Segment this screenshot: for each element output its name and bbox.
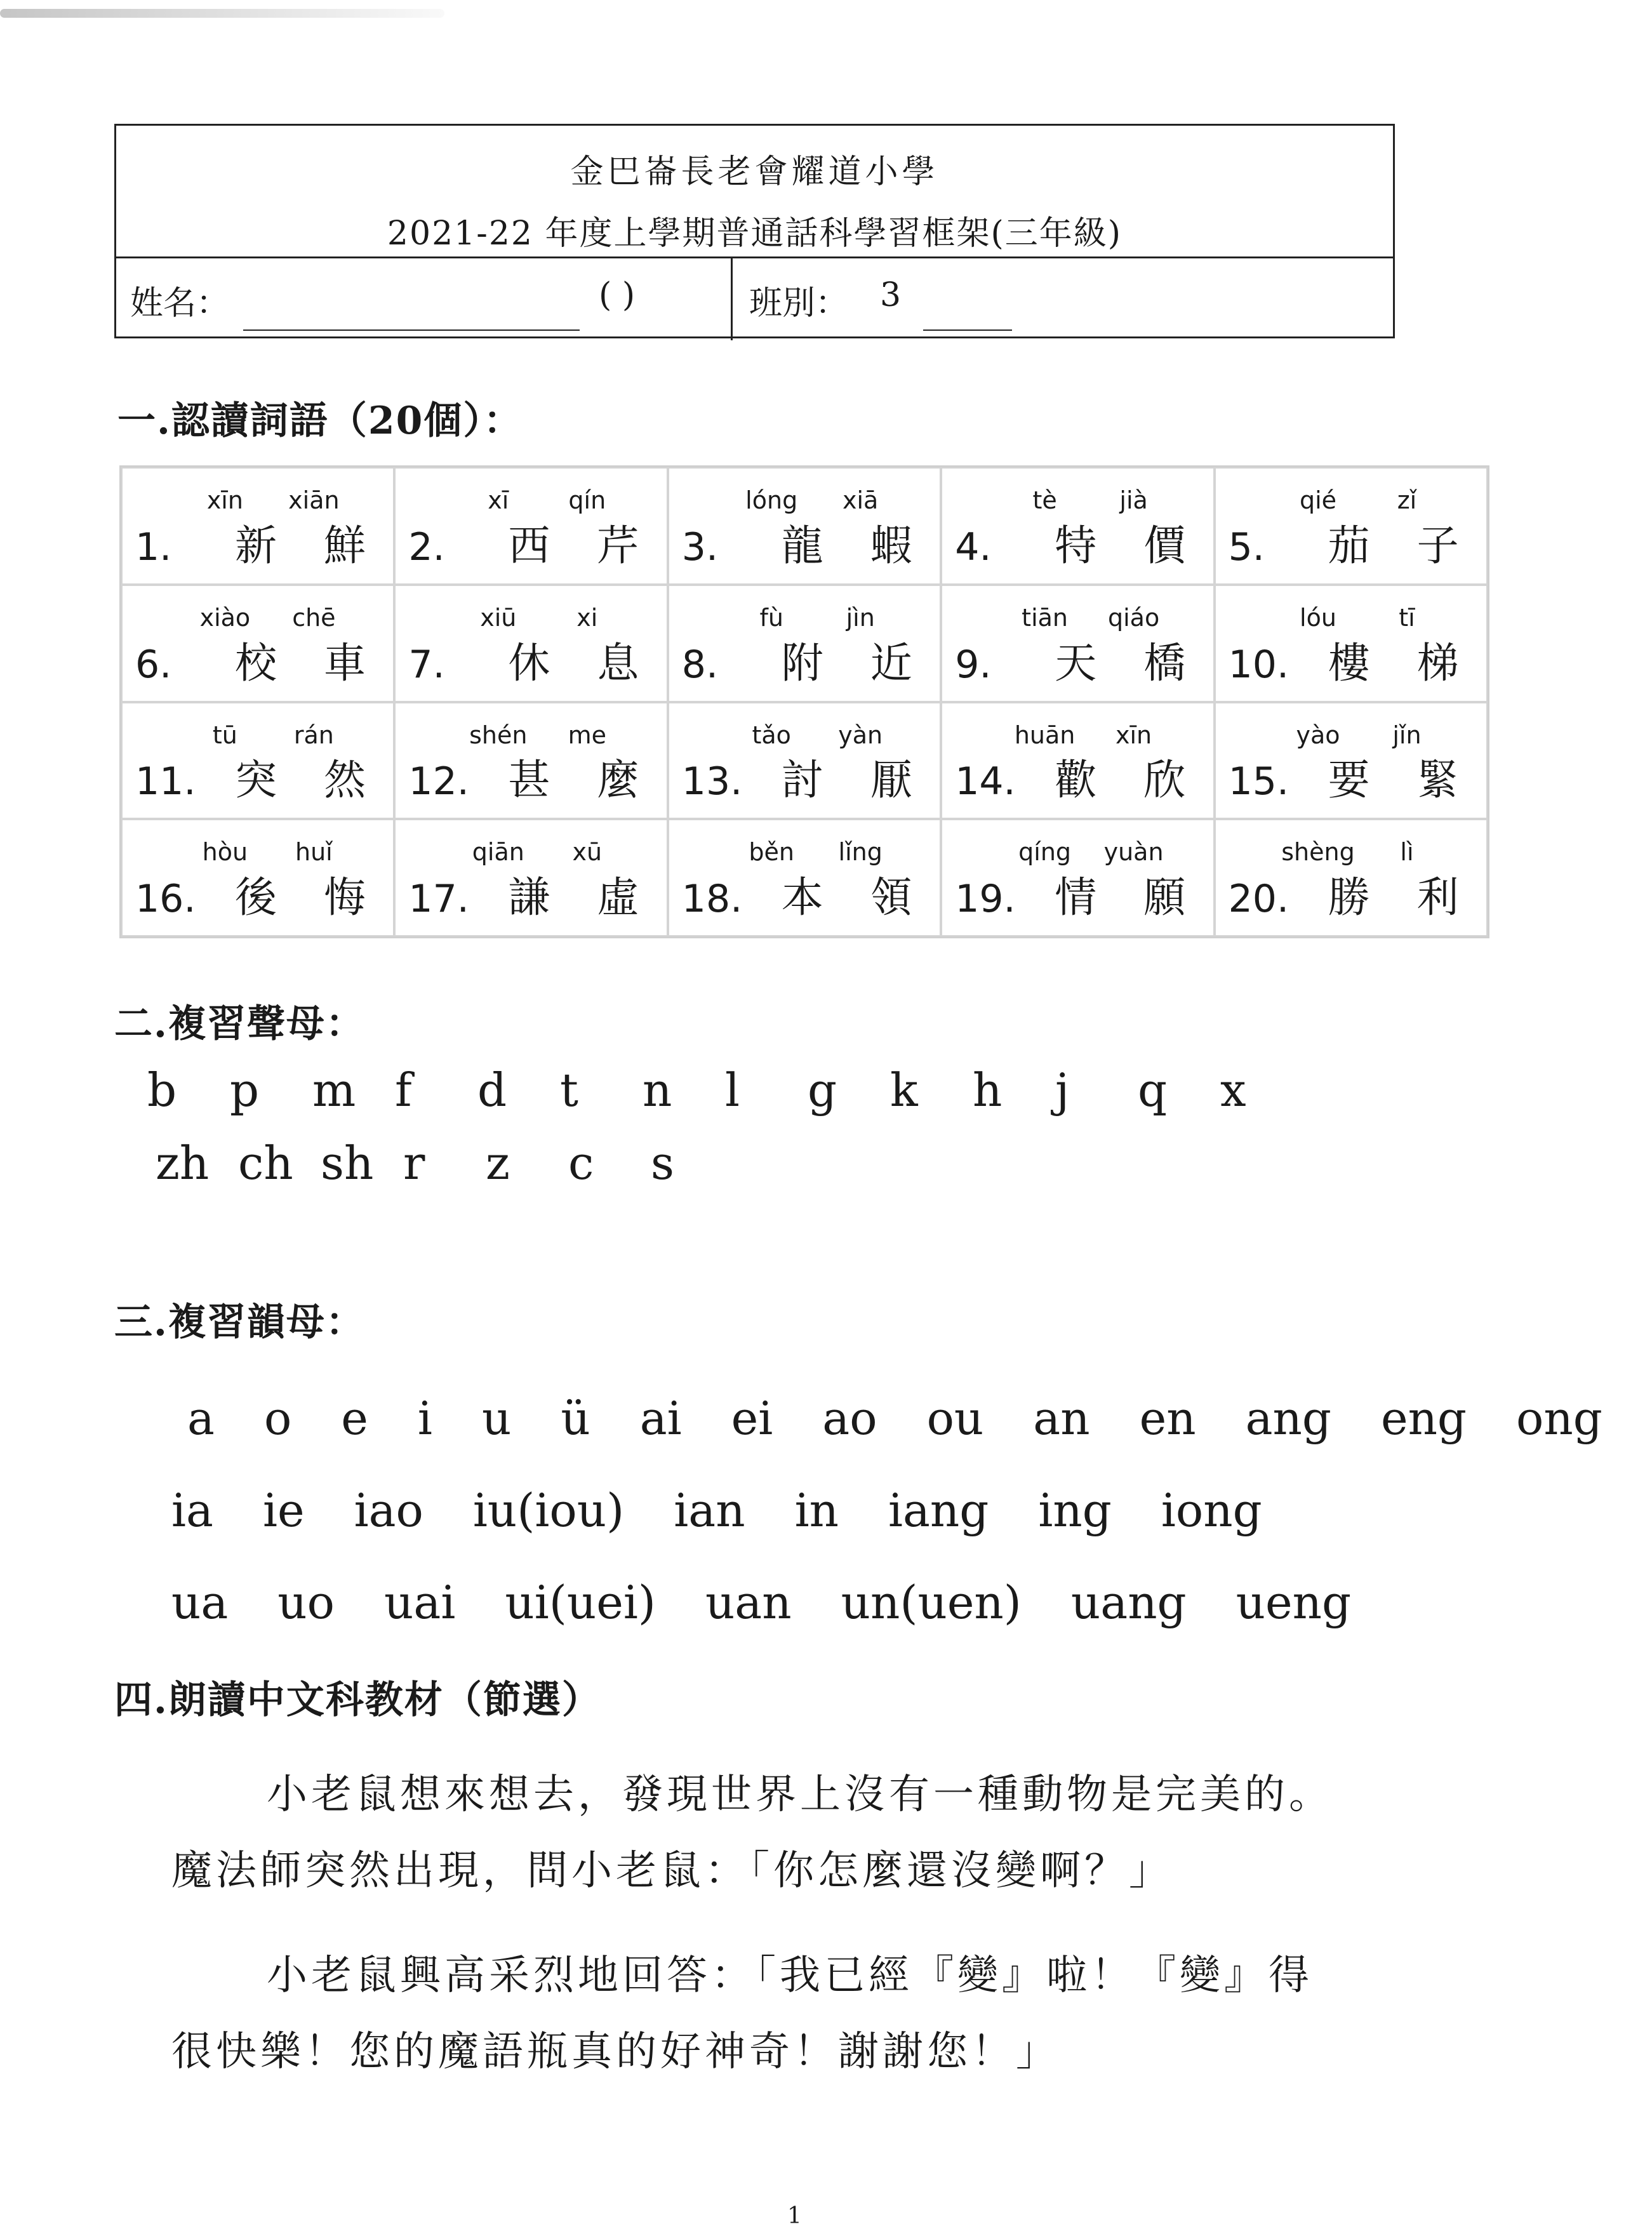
pinyin-syllable: qín bbox=[568, 486, 606, 514]
final-item: ua bbox=[171, 1576, 229, 1629]
initial-item: c bbox=[568, 1136, 594, 1190]
pinyin-row bbox=[123, 721, 393, 749]
pinyin-syllable: yàn bbox=[838, 721, 883, 749]
pinyin-row bbox=[123, 604, 393, 632]
vocab-cell bbox=[394, 819, 667, 936]
pinyin-syllable: xi bbox=[576, 603, 598, 632]
finals-row-1 bbox=[187, 1392, 1652, 1445]
word-row bbox=[135, 863, 366, 924]
pinyin-row bbox=[396, 721, 666, 749]
initial-item: h bbox=[973, 1063, 1003, 1117]
word-number: 15. bbox=[1228, 759, 1289, 804]
final-item: eng bbox=[1380, 1392, 1467, 1445]
word-row bbox=[955, 629, 1186, 689]
pinyin-syllable: fù bbox=[759, 603, 783, 632]
vocab-cell bbox=[941, 702, 1214, 820]
word-character: 天 bbox=[1055, 638, 1097, 688]
word-row bbox=[1228, 629, 1459, 689]
header-title-area bbox=[116, 126, 1393, 258]
vocab-cell bbox=[1215, 819, 1488, 936]
word-characters bbox=[758, 629, 936, 689]
word-number: 20. bbox=[1228, 877, 1289, 921]
class-value: 3 bbox=[880, 276, 902, 314]
final-item: in bbox=[794, 1484, 839, 1537]
final-item: iao bbox=[354, 1484, 423, 1537]
word-character: 甚 bbox=[508, 755, 550, 805]
pinyin-row bbox=[942, 721, 1213, 749]
word-character: 附 bbox=[781, 638, 823, 688]
word-characters bbox=[484, 629, 662, 689]
vocab-cell bbox=[941, 819, 1214, 936]
passage-line: 很快樂！您的魔語瓶真的好神奇！謝謝您！」 bbox=[171, 2028, 1060, 2075]
initial-item: f bbox=[395, 1063, 412, 1117]
word-character: 茄 bbox=[1328, 521, 1370, 570]
pinyin-row bbox=[1216, 604, 1486, 632]
word-character: 願 bbox=[1143, 873, 1186, 922]
word-row bbox=[681, 629, 912, 689]
class-cell bbox=[733, 258, 1393, 340]
final-item: ang bbox=[1245, 1392, 1331, 1445]
word-character: 新 bbox=[235, 521, 277, 570]
word-character: 校 bbox=[235, 638, 277, 688]
final-item: u bbox=[481, 1392, 512, 1445]
vocabulary-grid bbox=[119, 465, 1489, 938]
pinyin-row bbox=[1216, 486, 1486, 514]
passage-line: 小老鼠興高采烈地回答：「我已經『變』啦！『變』得 bbox=[267, 1952, 1313, 1999]
pinyin-syllable: huān bbox=[1014, 721, 1076, 749]
word-characters bbox=[211, 863, 389, 924]
word-characters bbox=[1031, 629, 1209, 689]
class-number-brackets: ( ) bbox=[599, 276, 636, 314]
initial-item: ch bbox=[238, 1136, 293, 1190]
final-item: ui(uei) bbox=[505, 1576, 656, 1629]
school-name: 金巴崙長老會耀道小學 bbox=[570, 153, 939, 191]
section2-heading: 二.複習聲母： bbox=[114, 1002, 365, 1046]
final-item: i bbox=[417, 1392, 432, 1445]
word-row bbox=[408, 512, 639, 572]
word-character: 後 bbox=[235, 873, 277, 922]
name-cell bbox=[116, 258, 733, 340]
initials-row-1 bbox=[147, 1063, 1303, 1117]
word-number: 3. bbox=[681, 524, 719, 569]
final-item: ai bbox=[639, 1392, 682, 1445]
pinyin-syllable: jìn bbox=[846, 603, 875, 632]
final-item: o bbox=[263, 1392, 292, 1445]
vocab-cell bbox=[668, 702, 941, 820]
word-characters bbox=[1305, 629, 1482, 689]
word-characters bbox=[758, 863, 936, 924]
pinyin-row bbox=[669, 486, 940, 514]
word-row bbox=[408, 629, 639, 689]
initial-item: zh bbox=[156, 1136, 210, 1190]
vocab-cell bbox=[1215, 467, 1488, 585]
word-characters bbox=[758, 746, 936, 806]
final-item: ie bbox=[262, 1484, 305, 1537]
word-character: 緊 bbox=[1416, 755, 1459, 805]
word-row bbox=[1228, 863, 1459, 924]
word-row bbox=[955, 512, 1186, 572]
word-character: 價 bbox=[1143, 521, 1186, 570]
word-character: 厭 bbox=[870, 755, 912, 805]
section3-heading: 三.複習韻母： bbox=[114, 1300, 365, 1345]
initial-item: z bbox=[486, 1136, 510, 1190]
final-item: uai bbox=[384, 1576, 456, 1629]
vocab-cell bbox=[394, 702, 667, 820]
word-characters bbox=[1305, 746, 1482, 806]
pinyin-syllable: xīn bbox=[206, 486, 243, 514]
word-characters bbox=[1031, 863, 1209, 924]
final-item: uo bbox=[277, 1576, 335, 1629]
final-item: iong bbox=[1161, 1484, 1262, 1537]
word-number: 1. bbox=[135, 524, 172, 569]
passage-line: 魔法師突然出現，問小老鼠：「你怎麼還沒變啊？」 bbox=[171, 1847, 1173, 1894]
pinyin-syllable: shèng bbox=[1281, 838, 1355, 867]
pinyin-syllable: lì bbox=[1400, 838, 1414, 867]
word-number: 12. bbox=[408, 759, 469, 804]
word-character: 討 bbox=[781, 755, 823, 805]
initial-item: g bbox=[808, 1063, 837, 1117]
pinyin-syllable: tè bbox=[1032, 486, 1057, 514]
word-character: 麼 bbox=[597, 755, 639, 805]
word-character: 勝 bbox=[1328, 873, 1370, 922]
final-item: a bbox=[187, 1392, 215, 1445]
word-number: 7. bbox=[408, 642, 445, 687]
word-character: 龍 bbox=[781, 521, 823, 570]
word-character: 要 bbox=[1328, 755, 1370, 805]
word-number: 19. bbox=[955, 877, 1016, 921]
section1-heading: 一.認讀詞語（20個）： bbox=[117, 399, 523, 443]
word-character: 橋 bbox=[1143, 638, 1186, 688]
pinyin-syllable: qié bbox=[1299, 486, 1337, 514]
word-character: 子 bbox=[1416, 521, 1459, 570]
class-field[interactable] bbox=[923, 329, 1012, 331]
pinyin-syllable: xiū bbox=[480, 603, 517, 632]
word-character: 休 bbox=[508, 638, 550, 688]
word-characters bbox=[484, 512, 662, 572]
vocab-cell bbox=[394, 585, 667, 702]
student-info-row bbox=[116, 258, 1393, 340]
word-character: 梯 bbox=[1416, 638, 1459, 688]
vocab-cell bbox=[394, 467, 667, 585]
word-number: 14. bbox=[955, 759, 1016, 804]
pinyin-syllable: jià bbox=[1119, 486, 1148, 514]
word-character: 欣 bbox=[1143, 755, 1186, 805]
pinyin-row bbox=[396, 838, 666, 866]
word-character: 近 bbox=[870, 638, 912, 688]
vocab-cell bbox=[941, 585, 1214, 702]
word-characters bbox=[484, 746, 662, 806]
pinyin-syllable: tū bbox=[212, 721, 237, 749]
word-number: 5. bbox=[1228, 524, 1265, 569]
pinyin-row bbox=[396, 604, 666, 632]
vocab-cell bbox=[941, 467, 1214, 585]
final-item: uan bbox=[705, 1576, 792, 1629]
word-character: 息 bbox=[597, 638, 639, 688]
final-item: ian bbox=[674, 1484, 745, 1537]
word-number: 17. bbox=[408, 877, 469, 921]
word-number: 11. bbox=[135, 759, 196, 804]
pinyin-syllable: xī bbox=[488, 486, 509, 514]
word-character: 突 bbox=[235, 755, 277, 805]
word-row bbox=[955, 746, 1186, 806]
section4-heading: 四.朗讀中文科教材（節選） bbox=[114, 1678, 601, 1722]
word-row bbox=[408, 746, 639, 806]
word-character: 歡 bbox=[1055, 755, 1097, 805]
word-character: 本 bbox=[781, 873, 823, 922]
pinyin-syllable: shén bbox=[469, 721, 528, 749]
vocab-cell bbox=[121, 819, 394, 936]
word-character: 悔 bbox=[324, 873, 366, 922]
pinyin-row bbox=[123, 486, 393, 514]
word-number: 18. bbox=[681, 877, 743, 921]
pinyin-syllable: lóng bbox=[745, 486, 798, 514]
word-character: 特 bbox=[1055, 521, 1097, 570]
initial-item: sh bbox=[321, 1136, 374, 1190]
word-row bbox=[955, 863, 1186, 924]
word-character: 鮮 bbox=[324, 521, 366, 570]
word-character: 車 bbox=[324, 638, 366, 688]
final-item: ia bbox=[171, 1484, 213, 1537]
vocab-cell bbox=[668, 819, 941, 936]
pinyin-syllable: xiān bbox=[288, 486, 340, 514]
final-item: un(uen) bbox=[841, 1576, 1022, 1629]
pinyin-syllable: qiān bbox=[472, 838, 524, 867]
pinyin-syllable: hòu bbox=[202, 838, 248, 867]
initial-item: b bbox=[147, 1063, 177, 1117]
vocab-cell bbox=[121, 702, 394, 820]
pinyin-syllable: huǐ bbox=[295, 838, 333, 867]
final-item: iu(iou) bbox=[472, 1484, 625, 1537]
final-item: ü bbox=[561, 1392, 590, 1445]
initial-item: m bbox=[312, 1063, 356, 1117]
vocab-cell bbox=[668, 467, 941, 585]
pinyin-syllable: xiā bbox=[843, 486, 879, 514]
word-characters bbox=[211, 512, 389, 572]
word-character: 然 bbox=[324, 755, 366, 805]
word-number: 6. bbox=[135, 642, 172, 687]
pinyin-syllable: rán bbox=[293, 721, 334, 749]
initial-item: x bbox=[1220, 1063, 1246, 1117]
word-row bbox=[135, 746, 366, 806]
word-number: 2. bbox=[408, 524, 445, 569]
pinyin-row bbox=[396, 486, 666, 514]
pinyin-row bbox=[1216, 838, 1486, 866]
word-number: 9. bbox=[955, 642, 992, 687]
word-number: 13. bbox=[681, 759, 743, 804]
final-item: an bbox=[1033, 1392, 1090, 1445]
vocab-cell bbox=[121, 585, 394, 702]
framework-title: 2021-22 年度上學期普通話科學習框架(三年級) bbox=[387, 215, 1122, 253]
word-row bbox=[681, 863, 912, 924]
pinyin-syllable: běn bbox=[749, 838, 794, 867]
pinyin-syllable: qíng bbox=[1018, 838, 1072, 867]
pinyin-syllable: xiào bbox=[199, 603, 251, 632]
pinyin-row bbox=[669, 721, 940, 749]
word-character: 芹 bbox=[597, 521, 639, 570]
word-row bbox=[1228, 746, 1459, 806]
pinyin-syllable: qiáo bbox=[1107, 603, 1160, 632]
word-character: 利 bbox=[1416, 873, 1459, 922]
word-character: 謙 bbox=[508, 873, 550, 922]
initial-item: d bbox=[477, 1063, 507, 1117]
vocab-cell bbox=[1215, 585, 1488, 702]
initial-item: j bbox=[1055, 1063, 1070, 1117]
page-number: 1 bbox=[787, 2203, 802, 2229]
word-characters bbox=[1305, 863, 1482, 924]
word-characters bbox=[1031, 512, 1209, 572]
scan-smudge bbox=[0, 9, 444, 18]
initial-item: k bbox=[890, 1063, 918, 1117]
vocab-cell bbox=[1215, 702, 1488, 820]
pinyin-syllable: me bbox=[568, 721, 606, 749]
initial-item: n bbox=[643, 1063, 672, 1117]
word-character: 蝦 bbox=[870, 521, 912, 570]
word-row bbox=[135, 629, 366, 689]
finals-row-3 bbox=[171, 1576, 1401, 1629]
word-characters bbox=[1305, 512, 1482, 572]
word-number: 4. bbox=[955, 524, 992, 569]
word-row bbox=[1228, 512, 1459, 572]
initial-item: p bbox=[230, 1063, 260, 1117]
word-characters bbox=[211, 746, 389, 806]
word-character: 領 bbox=[870, 873, 912, 922]
pinyin-syllable: lǐng bbox=[838, 838, 883, 867]
final-item: ou bbox=[926, 1392, 984, 1445]
pinyin-row bbox=[1216, 721, 1486, 749]
final-item: iang bbox=[888, 1484, 989, 1537]
word-number: 8. bbox=[681, 642, 719, 687]
pinyin-syllable: zǐ bbox=[1397, 486, 1417, 514]
initial-item: q bbox=[1138, 1063, 1168, 1117]
final-item: ao bbox=[822, 1392, 877, 1445]
word-characters bbox=[484, 863, 662, 924]
pinyin-syllable: jǐn bbox=[1392, 721, 1422, 749]
name-label: 姓名： bbox=[130, 284, 230, 323]
pinyin-row bbox=[669, 604, 940, 632]
word-character: 情 bbox=[1055, 873, 1097, 922]
pinyin-syllable: chē bbox=[292, 603, 336, 632]
passage-line: 小老鼠想來想去，發現世界上沒有一種動物是完美的。 bbox=[267, 1771, 1333, 1818]
final-item: e bbox=[341, 1392, 368, 1445]
initial-item: t bbox=[560, 1063, 578, 1117]
word-character: 樓 bbox=[1328, 638, 1370, 688]
initial-item: r bbox=[403, 1136, 425, 1190]
pinyin-syllable: yuàn bbox=[1103, 838, 1164, 867]
final-item: ueng bbox=[1236, 1576, 1352, 1629]
pinyin-syllable: tī bbox=[1399, 603, 1415, 632]
final-item: ong bbox=[1516, 1392, 1602, 1445]
final-item: ei bbox=[731, 1392, 773, 1445]
initial-item: l bbox=[725, 1063, 740, 1117]
pinyin-row bbox=[669, 838, 940, 866]
vocab-cell bbox=[121, 467, 394, 585]
pinyin-row bbox=[942, 838, 1213, 866]
final-item: ing bbox=[1038, 1484, 1112, 1537]
pinyin-syllable: xīn bbox=[1116, 721, 1152, 749]
final-item: en bbox=[1139, 1392, 1196, 1445]
word-row bbox=[408, 863, 639, 924]
header-box bbox=[114, 124, 1395, 338]
word-row bbox=[681, 746, 912, 806]
vocab-cell bbox=[668, 585, 941, 702]
finals-row-2 bbox=[171, 1484, 1312, 1537]
word-characters bbox=[758, 512, 936, 572]
word-row bbox=[135, 512, 366, 572]
pinyin-syllable: xū bbox=[572, 838, 603, 867]
pinyin-syllable: tǎo bbox=[752, 721, 791, 749]
word-characters bbox=[211, 629, 389, 689]
pinyin-row bbox=[942, 604, 1213, 632]
initial-item: s bbox=[651, 1136, 674, 1190]
word-row bbox=[681, 512, 912, 572]
word-number: 16. bbox=[135, 877, 196, 921]
final-item: uang bbox=[1070, 1576, 1187, 1629]
pinyin-syllable: lóu bbox=[1300, 603, 1336, 632]
word-number: 10. bbox=[1228, 642, 1289, 687]
initials-row-2 bbox=[156, 1136, 733, 1190]
word-characters bbox=[1031, 746, 1209, 806]
pinyin-row bbox=[942, 486, 1213, 514]
pinyin-syllable: tiān bbox=[1022, 603, 1068, 632]
pinyin-syllable: yào bbox=[1296, 721, 1340, 749]
name-field[interactable] bbox=[243, 329, 580, 331]
pinyin-row bbox=[123, 838, 393, 866]
class-label: 班別： bbox=[749, 284, 849, 323]
word-character: 西 bbox=[508, 521, 550, 570]
word-character: 虛 bbox=[597, 873, 639, 922]
